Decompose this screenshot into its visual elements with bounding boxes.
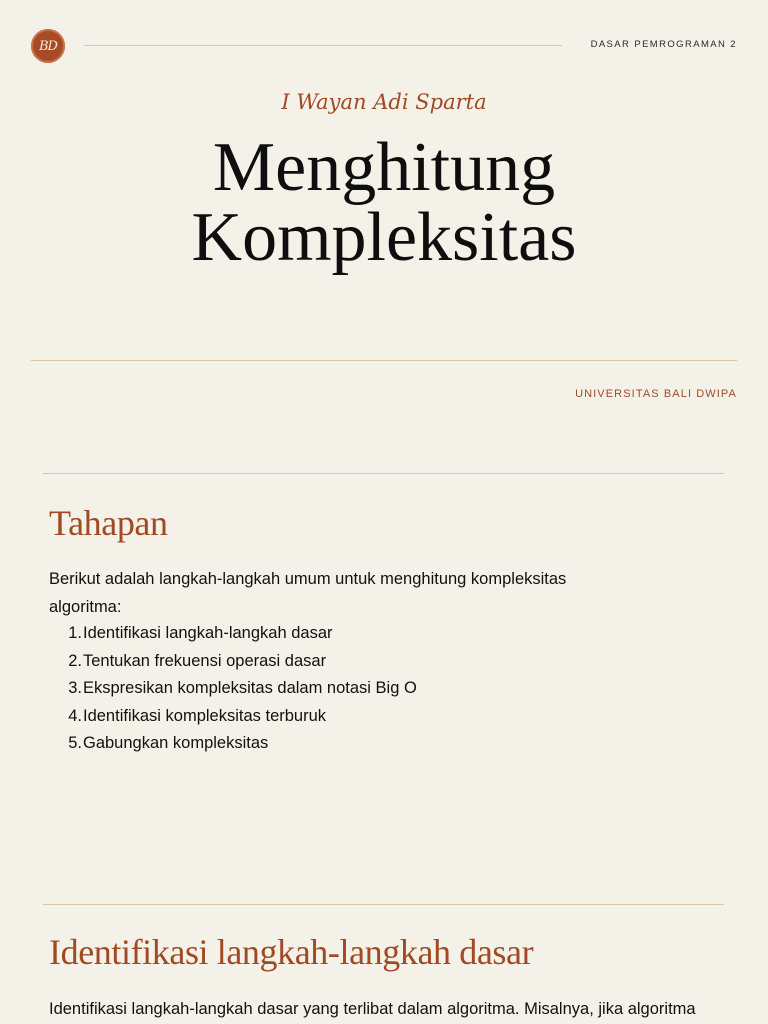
- title-line-1: Menghitung: [212, 129, 556, 206]
- intro-line-1: Berikut adalah langkah-langkah umum untuk menghitung kompleksitas: [49, 570, 567, 588]
- list-item: [49, 675, 417, 703]
- list-item: [49, 730, 417, 758]
- steps-list: [49, 620, 417, 758]
- section-heading-tahapan: Tahapan: [49, 503, 168, 543]
- list-item: [49, 620, 417, 648]
- university-name: UNIVERSITAS BALI DWIPA: [575, 388, 737, 400]
- logo-monogram: BD: [39, 38, 57, 54]
- list-item-number: 1.: [68, 624, 82, 642]
- university-logo: [31, 29, 65, 63]
- list-item-number: 5.: [68, 734, 82, 752]
- list-item-number: 3.: [68, 679, 82, 697]
- list-item-text: Identifikasi langkah-langkah dasar: [83, 624, 333, 642]
- section-heading-identifikasi: Identifikasi langkah-langkah dasar: [49, 932, 534, 972]
- title-line-2: Kompleksitas: [191, 199, 577, 276]
- cover-divider: [31, 360, 737, 361]
- section2-body: Identifikasi langkah-langkah dasar yang terlibat dalam algoritma. Misalnya, jika algoritma: [49, 1000, 696, 1018]
- list-item: [49, 648, 417, 676]
- list-item-number: 4.: [68, 706, 82, 725]
- header-divider: [84, 45, 562, 46]
- course-label: DASAR PEMROGRAMAN 2: [590, 39, 737, 50]
- section-divider-1: [43, 473, 724, 474]
- section-intro: [49, 566, 689, 621]
- intro-line-2: algoritma:: [49, 597, 122, 616]
- list-item-number: 2.: [68, 651, 82, 670]
- list-item-text: Identifikasi kompleksitas terburuk: [83, 706, 327, 725]
- list-item-text: Gabungkan kompleksitas: [83, 734, 269, 752]
- list-item: [49, 703, 417, 731]
- document-title: [0, 129, 768, 276]
- list-item-text: Ekspresikan kompleksitas dalam notasi Big O: [83, 679, 417, 697]
- author-name: I Wayan Adi Sparta: [281, 90, 487, 114]
- section-divider-2: [43, 904, 724, 905]
- list-item-text: Tentukan frekuensi operasi dasar: [83, 651, 327, 670]
